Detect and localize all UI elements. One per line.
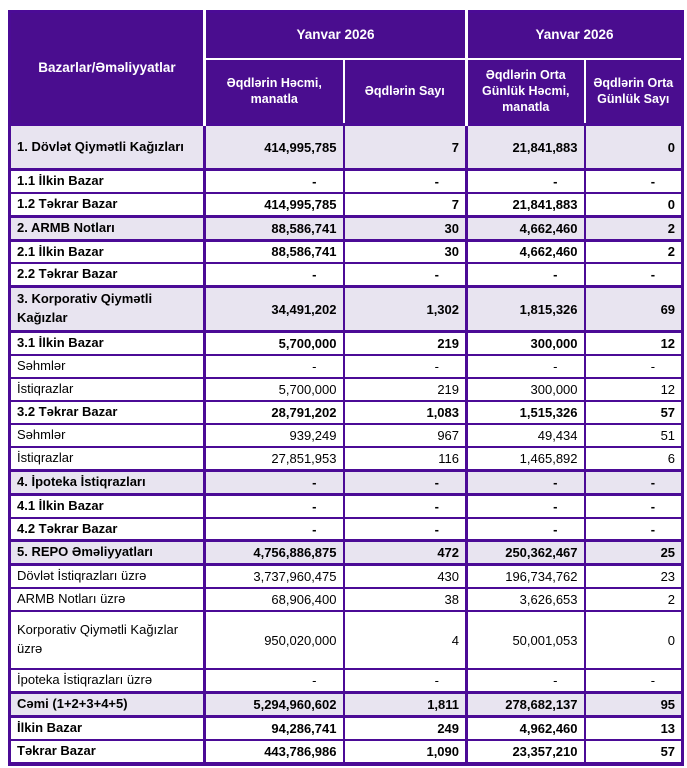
cell-value: 30 xyxy=(344,216,467,240)
row-label: Səhmlər xyxy=(10,424,205,447)
cell-value: 1,090 xyxy=(344,740,467,764)
cell-value: - xyxy=(205,669,344,692)
cell-value: 21,841,883 xyxy=(467,125,585,170)
cell-value: - xyxy=(467,518,585,541)
cell-value: 2 xyxy=(585,240,683,263)
cell-value: 34,491,202 xyxy=(205,287,344,332)
table-row xyxy=(10,216,683,240)
cell-value: 249 xyxy=(344,716,467,739)
cell-value: - xyxy=(585,518,683,541)
cell-value: 13 xyxy=(585,716,683,739)
cell-value: 430 xyxy=(344,565,467,588)
cell-value: - xyxy=(205,518,344,541)
table-body xyxy=(10,125,683,764)
cell-value: - xyxy=(585,263,683,286)
row-label: 1.1 İlkin Bazar xyxy=(10,170,205,193)
cell-value: 68,906,400 xyxy=(205,588,344,611)
cell-value: - xyxy=(205,355,344,378)
row-label: ARMB Notları üzrə xyxy=(10,588,205,611)
cell-value: 88,586,741 xyxy=(205,240,344,263)
cell-value: - xyxy=(205,470,344,494)
row-label: Səhmlər xyxy=(10,355,205,378)
cell-value: 4 xyxy=(344,611,467,669)
cell-value: 49,434 xyxy=(467,424,585,447)
cell-value: 2 xyxy=(585,588,683,611)
cell-value: 4,756,886,875 xyxy=(205,541,344,565)
cell-value: - xyxy=(467,494,585,517)
cell-value: - xyxy=(467,355,585,378)
cell-value: 5,700,000 xyxy=(205,378,344,401)
cell-value: 94,286,741 xyxy=(205,716,344,739)
cell-value: 57 xyxy=(585,740,683,764)
table-row xyxy=(10,611,683,669)
cell-value: 38 xyxy=(344,588,467,611)
row-label: 1. Dövlət Qiymətli Kağızları xyxy=(10,125,205,170)
cell-value: 196,734,762 xyxy=(467,565,585,588)
table-row xyxy=(10,125,683,170)
cell-value: 12 xyxy=(585,378,683,401)
cell-value: 950,020,000 xyxy=(205,611,344,669)
cell-value: 3,626,653 xyxy=(467,588,585,611)
row-label: Dövlət İstiqrazları üzrə xyxy=(10,565,205,588)
cell-value: 69 xyxy=(585,287,683,332)
cell-value: 88,586,741 xyxy=(205,216,344,240)
row-label: 5. REPO Əməliyyatları xyxy=(10,541,205,565)
cell-value: 5,294,960,602 xyxy=(205,692,344,716)
cell-value: - xyxy=(205,263,344,286)
table-row xyxy=(10,692,683,716)
cell-value: 30 xyxy=(344,240,467,263)
cell-value: - xyxy=(344,355,467,378)
row-label: Təkrar Bazar xyxy=(10,740,205,764)
table-row xyxy=(10,424,683,447)
table-row xyxy=(10,240,683,263)
cell-value: - xyxy=(344,170,467,193)
row-label: İstiqrazlar xyxy=(10,378,205,401)
cell-value: - xyxy=(344,470,467,494)
cell-value: 12 xyxy=(585,332,683,355)
table-row xyxy=(10,565,683,588)
header-group-row xyxy=(10,12,683,59)
row-label: 4.1 İlkin Bazar xyxy=(10,494,205,517)
table-row xyxy=(10,669,683,692)
cell-value: 472 xyxy=(344,541,467,565)
cell-value: 1,815,326 xyxy=(467,287,585,332)
cell-value: - xyxy=(585,170,683,193)
table-row xyxy=(10,494,683,517)
cell-value: 300,000 xyxy=(467,378,585,401)
table-row xyxy=(10,716,683,739)
row-label: Cəmi (1+2+3+4+5) xyxy=(10,692,205,716)
cell-value: 414,995,785 xyxy=(205,193,344,216)
table-row xyxy=(10,447,683,470)
cell-value: - xyxy=(344,669,467,692)
cell-value: 4,662,460 xyxy=(467,240,585,263)
row-label: 1.2 Təkrar Bazar xyxy=(10,193,205,216)
cell-value: - xyxy=(585,494,683,517)
cell-value: 1,083 xyxy=(344,401,467,424)
table-row xyxy=(10,170,683,193)
cell-value: 50,001,053 xyxy=(467,611,585,669)
column-header-markets-operations: Bazarlar/Əməliyyatlar xyxy=(10,12,205,125)
column-header-avg-daily-volume: Əqdlərin Orta Günlük Həcmi, manatla xyxy=(467,59,585,125)
table-row xyxy=(10,470,683,494)
column-header-deal-count: Əqdlərin Sayı xyxy=(344,59,467,125)
cell-value: 939,249 xyxy=(205,424,344,447)
table-row xyxy=(10,193,683,216)
cell-value: 23 xyxy=(585,565,683,588)
cell-value: - xyxy=(467,170,585,193)
cell-value: - xyxy=(205,494,344,517)
cell-value: 4,662,460 xyxy=(467,216,585,240)
table-row xyxy=(10,332,683,355)
row-label: İstiqrazlar xyxy=(10,447,205,470)
market-operations-table xyxy=(8,10,684,766)
cell-value: 27,851,953 xyxy=(205,447,344,470)
cell-value: 25 xyxy=(585,541,683,565)
cell-value: - xyxy=(344,494,467,517)
group-header-january-2026-second: Yanvar 2026 xyxy=(467,12,683,59)
row-label: 3.2 Təkrar Bazar xyxy=(10,401,205,424)
cell-value: 219 xyxy=(344,332,467,355)
cell-value: 250,362,467 xyxy=(467,541,585,565)
cell-value: 0 xyxy=(585,125,683,170)
cell-value: 28,791,202 xyxy=(205,401,344,424)
row-label: 4. İpoteka İstiqrazları xyxy=(10,470,205,494)
cell-value: 278,682,137 xyxy=(467,692,585,716)
row-label: 2.2 Təkrar Bazar xyxy=(10,263,205,286)
cell-value: - xyxy=(585,355,683,378)
cell-value: 7 xyxy=(344,125,467,170)
cell-value: 219 xyxy=(344,378,467,401)
cell-value: 0 xyxy=(585,611,683,669)
cell-value: 7 xyxy=(344,193,467,216)
cell-value: 51 xyxy=(585,424,683,447)
cell-value: 2 xyxy=(585,216,683,240)
table-row xyxy=(10,588,683,611)
cell-value: 1,811 xyxy=(344,692,467,716)
cell-value: 443,786,986 xyxy=(205,740,344,764)
row-label: 4.2 Təkrar Bazar xyxy=(10,518,205,541)
row-label: 3. Korporativ Qiymətli Kağızlar xyxy=(10,287,205,332)
cell-value: - xyxy=(467,470,585,494)
cell-value: - xyxy=(344,518,467,541)
row-label: 2.1 İlkin Bazar xyxy=(10,240,205,263)
cell-value: - xyxy=(205,170,344,193)
cell-value: - xyxy=(467,263,585,286)
cell-value: 4,962,460 xyxy=(467,716,585,739)
table-row xyxy=(10,378,683,401)
column-header-deal-volume: Əqdlərin Həcmi, manatla xyxy=(205,59,344,125)
cell-value: 967 xyxy=(344,424,467,447)
row-label: 3.1 İlkin Bazar xyxy=(10,332,205,355)
cell-value: - xyxy=(467,669,585,692)
cell-value: 5,700,000 xyxy=(205,332,344,355)
table-row xyxy=(10,401,683,424)
table-header xyxy=(10,12,683,125)
cell-value: 414,995,785 xyxy=(205,125,344,170)
cell-value: 6 xyxy=(585,447,683,470)
row-label: 2. ARMB Notları xyxy=(10,216,205,240)
table-row xyxy=(10,518,683,541)
row-label: Korporativ Qiymətli Kağızlar üzrə xyxy=(10,611,205,669)
table-row xyxy=(10,263,683,286)
cell-value: - xyxy=(344,263,467,286)
cell-value: - xyxy=(585,669,683,692)
cell-value: 116 xyxy=(344,447,467,470)
cell-value: 1,465,892 xyxy=(467,447,585,470)
table-row xyxy=(10,287,683,332)
cell-value: 23,357,210 xyxy=(467,740,585,764)
table-row xyxy=(10,740,683,764)
cell-value: 1,302 xyxy=(344,287,467,332)
cell-value: 300,000 xyxy=(467,332,585,355)
cell-value: 21,841,883 xyxy=(467,193,585,216)
cell-value: - xyxy=(585,470,683,494)
cell-value: 1,515,326 xyxy=(467,401,585,424)
column-header-avg-daily-count: Əqdlərin Orta Günlük Sayı xyxy=(585,59,683,125)
table-row xyxy=(10,355,683,378)
cell-value: 95 xyxy=(585,692,683,716)
row-label: İlkin Bazar xyxy=(10,716,205,739)
group-header-january-2026-first: Yanvar 2026 xyxy=(205,12,467,59)
cell-value: 3,737,960,475 xyxy=(205,565,344,588)
cell-value: 0 xyxy=(585,193,683,216)
table-row xyxy=(10,541,683,565)
row-label: İpoteka İstiqrazları üzrə xyxy=(10,669,205,692)
cell-value: 57 xyxy=(585,401,683,424)
